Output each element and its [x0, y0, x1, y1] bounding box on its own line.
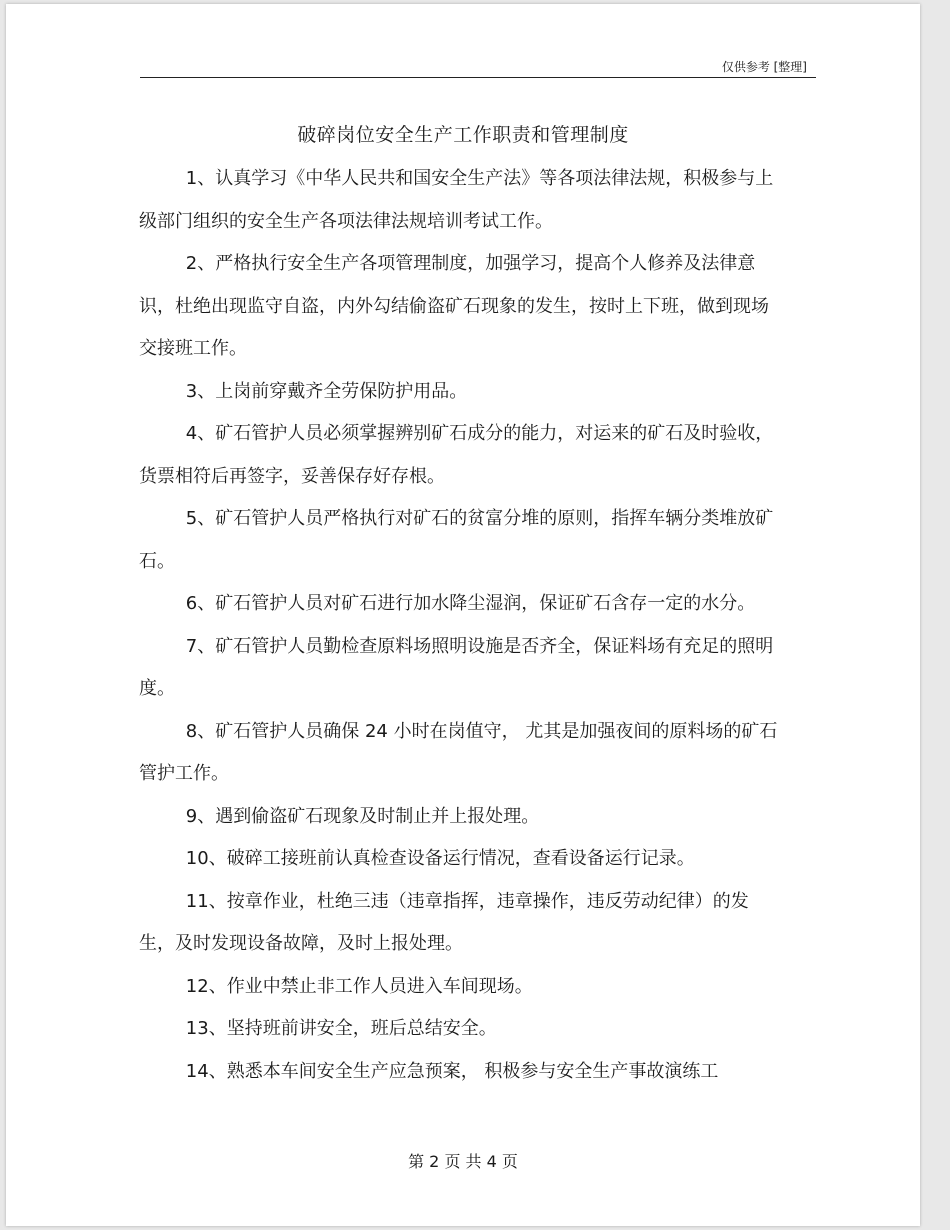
- paragraph-1: 1、认真学习《中华人民共和国安全生产法》等各项法律法规，积极参与上级部门组织的安全生产各项法律法规培训考试工作。: [139, 168, 774, 232]
- page-number-footer: 第 2 页 共 4 页: [408, 1152, 518, 1171]
- paragraph-11: 11、按章作业，杜绝三违（违章指挥，违章操作，违反劳动纪律）的发生，及时发现设备故障，及时上报处理。: [139, 890, 749, 954]
- paragraph-2: 2、严格执行安全生产各项管理制度，加强学习，提高个人修养及法律意识，杜绝出现监守自盗，内外勾结偷盗矿石现象的发生，按时上下班，做到现场交接班工作。: [139, 253, 769, 359]
- document-title: 破碎岗位安全生产工作职责和管理制度: [297, 124, 629, 146]
- paragraph-7: 7、矿石管护人员勤检查原料场照明设施是否齐全，保证料场有充足的照明度。: [139, 635, 774, 699]
- paragraph-14: 14、熟悉本车间安全生产应急预案， 积极参与安全生产事故演练工: [185, 1060, 719, 1082]
- document-body: [139, 158, 779, 1093]
- paragraph-4: 4、矿石管护人员必须掌握辨别矿石成分的能力，对运来的矿石及时验收，货票相符后再签字，妥善保存好存根。: [139, 423, 774, 487]
- header-note: 仅供参考 [整理]: [721, 60, 807, 74]
- paragraph-10: 10、破碎工接班前认真检查设备运行情况，查看设备运行记录。: [185, 848, 695, 869]
- paragraph-8: 8、矿石管护人员确保 24 小时在岗值守， 尤其是加强夜间的原料场的矿石管护工作。: [139, 720, 778, 784]
- paragraph-6: 6、矿石管护人员对矿石进行加水降尘湿润，保证矿石含存一定的水分。: [185, 593, 756, 614]
- paragraph-12: 12、作业中禁止非工作人员进入车间现场。: [185, 975, 533, 997]
- paragraph-9: 9、遇到偷盗矿石现象及时制止并上报处理。: [185, 805, 540, 827]
- document-page: [6, 4, 920, 1226]
- paragraph-5: 5、矿石管护人员严格执行对矿石的贫富分堆的原则，指挥车辆分类堆放矿石。: [139, 508, 774, 572]
- header-divider: [140, 77, 816, 78]
- paragraph-13: 13、坚持班前讲安全，班后总结安全。: [185, 1018, 497, 1039]
- paragraph-3: 3、上岗前穿戴齐全劳保防护用品。: [185, 380, 468, 402]
